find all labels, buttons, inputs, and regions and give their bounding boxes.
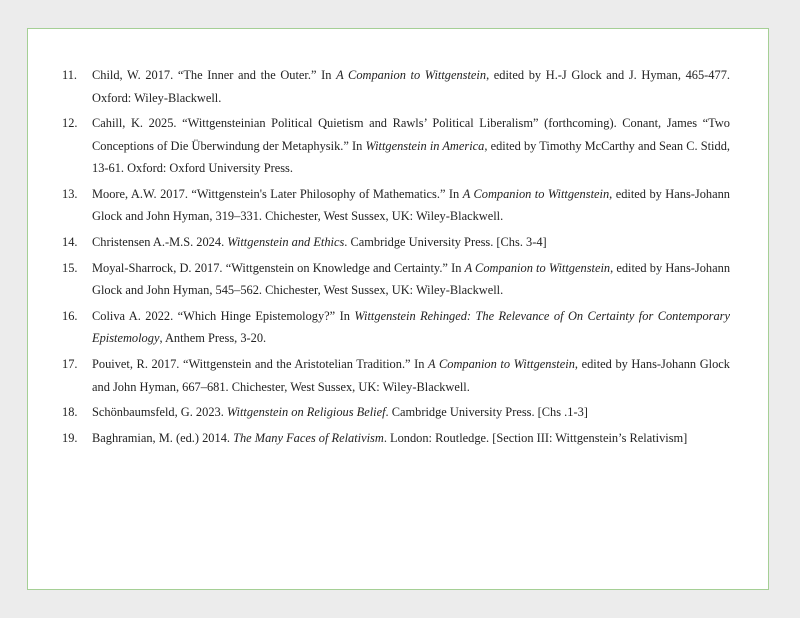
reference-item: [62, 183, 730, 228]
reference-title: The Many Faces of Relativism: [233, 431, 384, 445]
reference-title: A Companion to Wittgenstein: [462, 186, 610, 201]
reference-details: , edited by Hans-Johann Glock and John Hyman, 319–331. Chichester, West Sussex, UK: Wiley-Blackwell.: [92, 186, 730, 224]
reference-details: , edited by H.-J Glock and J. Hyman, 465-477. Oxford: Wiley-Blackwell.: [92, 68, 730, 105]
reference-item: [62, 231, 730, 254]
reference-details: . London: Routledge. [Section III: Wittgenstein’s Relativism]: [383, 431, 688, 445]
reference-details: , edited by Timothy McCarthy and Sean C. Stidd, 13-61. Oxford: Oxford University Press.: [92, 138, 730, 176]
reference-text: Schönbaumsfeld, G. 2023.: [92, 405, 227, 420]
reference-text: Baghramian, M. (ed.) 2014.: [92, 431, 234, 445]
reference-number: 18.: [62, 405, 78, 420]
reference-details: , Anthem Press, 3-20.: [159, 331, 267, 346]
reference-list: [62, 64, 730, 453]
reference-number: 17.: [62, 357, 78, 372]
reference-item: [62, 112, 730, 180]
reference-details: . Cambridge University Press. [Chs. 3-4]: [344, 235, 547, 250]
reference-title: A Companion to Wittgenstein: [428, 357, 575, 372]
reference-title: Wittgenstein and Ethics: [227, 235, 345, 250]
reference-number: 13.: [62, 186, 78, 201]
reference-text: Coliva A. 2022. “Which Hinge Epistemology?” In: [92, 308, 355, 323]
reference-number: 11.: [62, 68, 78, 82]
reference-title: Wittgenstein in America: [365, 138, 485, 153]
reference-text: Child, W. 2017. “The Inner and the Outer.” In: [92, 68, 337, 82]
reference-text: Pouivet, R. 2017. “Wittgenstein and the Aristotelian Tradition.” In: [92, 357, 429, 372]
reference-details: , edited by Hans-Johann Glock and John Hyman, 667–681. Chichester, West Sussex, UK: Wiley-Blackwell.: [92, 357, 730, 394]
reference-title: A Companion to Wittgenstein: [336, 68, 487, 82]
reference-number: 16.: [62, 308, 78, 323]
reference-number: 12.: [62, 116, 78, 131]
reference-number: 19.: [62, 431, 78, 445]
reference-item: [62, 401, 730, 424]
reference-text: Christensen A.-M.S. 2024.: [92, 235, 228, 250]
reference-text: Cahill, K. 2025. “Wittgensteinian Political Quietism and Rawls’ Political Liberalism” (forthcoming). Conant, James “Two Conceptions of Die Überwindung der Metaphysik.” In: [92, 116, 730, 153]
reference-text: Moyal-Sharrock, D. 2017. “Wittgenstein on Knowledge and Certainty.” In: [92, 260, 465, 275]
reference-details: . Cambridge University Press. [Chs .1-3]: [385, 405, 588, 420]
reference-item: [62, 353, 730, 398]
reference-number: 14.: [62, 235, 78, 250]
reference-title: Wittgenstein on Religious Belief: [226, 405, 386, 420]
reference-text: Moore, A.W. 2017. “Wittgenstein's Later Philosophy of Mathematics.” In: [92, 186, 463, 201]
reference-item: [62, 305, 730, 350]
reference-item: [62, 257, 730, 302]
reference-item: [62, 427, 730, 450]
reference-number: 15.: [62, 260, 78, 275]
reference-title: Wittgenstein Rehinged: The Relevance of On Certainty for Contemporary Epistemology: [92, 308, 730, 346]
reference-item: [62, 64, 730, 109]
reference-details: , edited by Hans-Johann Glock and John Hyman, 545–562. Chichester, West Sussex, UK: Wiley-Blackwell.: [92, 260, 731, 298]
reference-title: A Companion to Wittgenstein: [464, 260, 611, 275]
